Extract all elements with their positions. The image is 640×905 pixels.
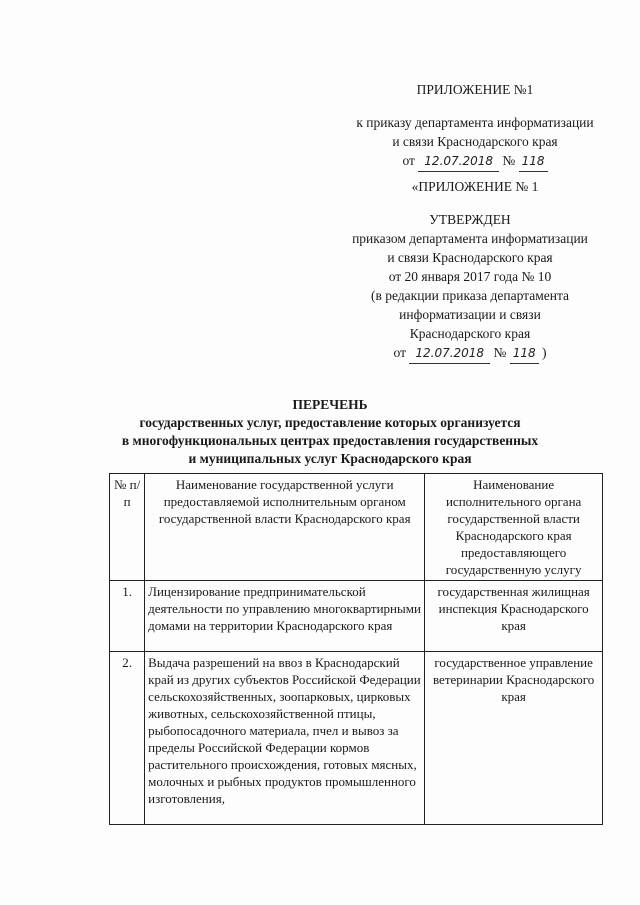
order-reference-line2: и связи Краснодарского края xyxy=(392,134,558,149)
approval-line1: приказом департамента информатизации xyxy=(352,231,588,246)
list-title-line3: и муниципальных услуг Краснодарского края xyxy=(188,451,472,466)
approval-date-handwritten: 12.07.2018 xyxy=(409,344,490,364)
approval-line3: от 20 января 2017 года № 10 xyxy=(388,269,552,284)
approval-date-prefix: от xyxy=(393,345,406,360)
appendix-label: ПРИЛОЖЕНИЕ №1 xyxy=(416,82,534,97)
order-date-line xyxy=(330,151,620,172)
list-title xyxy=(60,396,600,468)
order-date-handwritten: 12.07.2018 xyxy=(418,152,499,172)
approval-close-paren: ) xyxy=(542,345,547,360)
header-service-name: Наименование государственной услуги предоставляемой исполнительным органом государственной власти Краснодарского края xyxy=(145,474,425,581)
approved-label: УТВЕРЖДЕН xyxy=(429,212,511,227)
row-num: 1. xyxy=(110,581,145,652)
order-date-prefix: от xyxy=(402,153,415,168)
approval-line4: (в редакции приказа департамента xyxy=(370,288,570,303)
approval-block xyxy=(340,177,610,196)
approval-stamp xyxy=(320,210,620,364)
table-header-row xyxy=(110,474,603,581)
approval-number-handwritten: 118 xyxy=(510,344,539,364)
header-num: № п/п xyxy=(110,474,145,581)
row-authority: государственная жилищная инспекция Краснодарского края xyxy=(425,581,603,652)
list-title-line1: государственных услуг, предоставление которых организуется xyxy=(139,415,521,430)
row-authority: государственное управление ветеринарии Краснодарского края xyxy=(425,652,603,825)
order-number-prefix: № xyxy=(502,153,516,168)
row-service-name: Выдача разрешений на ввоз в Краснодарский край из других субъектов Российской Федерации сельскохозяйственных, зоопарковых, цирковых животных, сельскохозяйственной птицы, рыбопосадочного материала, пчел и вывоз за пределы Российской Федерации кормов растительного происхождения, готовых мясных, молочных и рыбных продуктов промышленного изготовления, xyxy=(145,652,425,825)
table-row xyxy=(110,652,603,825)
list-title-line2: в многофункциональных центрах предоставления государственных xyxy=(121,433,539,448)
order-reference-line1: к приказу департамента информатизации xyxy=(356,115,594,130)
order-number-handwritten: 118 xyxy=(519,152,548,172)
order-reference xyxy=(330,113,620,172)
row-num: 2. xyxy=(110,652,145,825)
approval-line2: и связи Краснодарского края xyxy=(387,250,553,265)
approval-number-prefix: № xyxy=(493,345,507,360)
header-authority: Наименование исполнительного органа государственной власти Краснодарского края предоставляющего государственную услугу xyxy=(425,474,603,581)
appendix-quote: «ПРИЛОЖЕНИЕ № 1 xyxy=(411,179,539,194)
row-service-name: Лицензирование предпринимательской деятельности по управлению многоквартирными домами на территории Краснодарского края xyxy=(145,581,425,652)
approval-date-line xyxy=(320,343,620,364)
list-heading: ПЕРЕЧЕНЬ xyxy=(292,397,368,412)
services-table xyxy=(109,473,603,825)
approval-line6: Краснодарского края xyxy=(409,326,531,341)
approval-line5: информатизации и связи xyxy=(399,307,541,322)
appendix-header xyxy=(340,80,610,99)
table-row xyxy=(110,581,603,652)
